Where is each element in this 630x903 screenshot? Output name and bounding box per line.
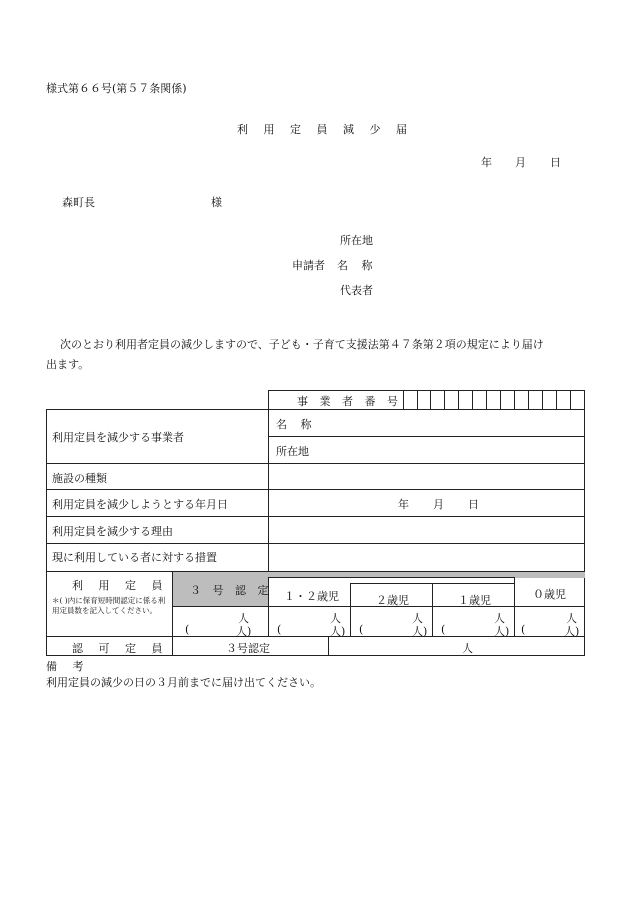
reason-label: 利用定員を減少する理由	[52, 525, 173, 538]
age12-paren-close: 人)	[330, 625, 346, 638]
reduction-date-label: 利用定員を減少しようとする年月日	[52, 498, 228, 511]
body-line-2: 出ます。	[46, 358, 90, 371]
facility-type-label: 施設の種類	[52, 472, 107, 485]
reduction-date-day: 日	[468, 498, 479, 511]
applicant-rep-label: 代表者	[340, 284, 373, 297]
remarks-text: 利用定員の減少の日の３月前までに届け出てください。	[46, 676, 321, 689]
date-year-label: 年	[481, 156, 492, 169]
business-address-label: 所在地	[276, 445, 309, 458]
recipient-suffix: 様	[211, 196, 222, 209]
age2-unit: 人	[412, 612, 423, 625]
recipient-name: 森町長	[62, 196, 95, 209]
page-title: 利 用 定 員 減 少 届	[237, 123, 413, 136]
business-number-label: 事 業 者 番 号	[297, 395, 402, 408]
age1-paren-open: (	[441, 623, 446, 636]
form-number: 様式第６６号(第５７条関係)	[46, 82, 187, 95]
cert3-unit: 人	[238, 612, 249, 625]
age1-unit: 人	[494, 612, 505, 625]
applicant-address-label: 所在地	[340, 234, 373, 247]
approved-cert3-label: ３号認定	[226, 642, 270, 655]
age12-header: １・２歳児	[284, 590, 339, 603]
remarks-label: 備 考	[46, 660, 90, 673]
capacity-label: 利 用 定 員	[72, 579, 169, 592]
applicant-name-label: 名 称	[337, 259, 378, 272]
age12-unit: 人	[330, 612, 341, 625]
business-label: 利用定員を減少する事業者	[52, 431, 184, 444]
age0-header: ０歳児	[533, 588, 566, 601]
age12-paren-open: (	[277, 623, 282, 636]
reduction-date-year: 年	[398, 498, 409, 511]
age2-header: ２歳児	[376, 594, 409, 607]
date-month-label: 月	[515, 156, 526, 169]
cert3-paren-open: (	[185, 623, 190, 636]
approved-label: 認 可 定 員	[72, 642, 169, 655]
cert3-paren-close: 人)	[236, 625, 252, 638]
age2-paren-open: (	[359, 623, 364, 636]
business-name-label: 名 称	[276, 418, 317, 431]
age0-paren-open: (	[521, 623, 526, 636]
approved-unit: 人	[462, 642, 473, 655]
capacity-note: ＊( )内に保育短時間認定に係る利用定員数を記入してください。	[52, 596, 166, 615]
measures-label: 現に利用している者に対する措置	[52, 551, 217, 564]
body-line-1: 次のとおり利用者定員の減少しますので、子ども・子育て支援法第４７条第２項の規定により届け	[60, 338, 544, 351]
age1-header: １歳児	[458, 594, 491, 607]
applicant-label: 申請者	[292, 259, 325, 272]
age1-paren-close: 人)	[494, 625, 510, 638]
age0-unit: 人	[566, 612, 577, 625]
reduction-date-month: 月	[433, 498, 444, 511]
cert3-header: ３ 号 認 定	[190, 584, 273, 597]
age2-paren-close: 人)	[412, 625, 428, 638]
age0-paren-close: 人)	[564, 625, 580, 638]
date-day-label: 日	[550, 156, 561, 169]
